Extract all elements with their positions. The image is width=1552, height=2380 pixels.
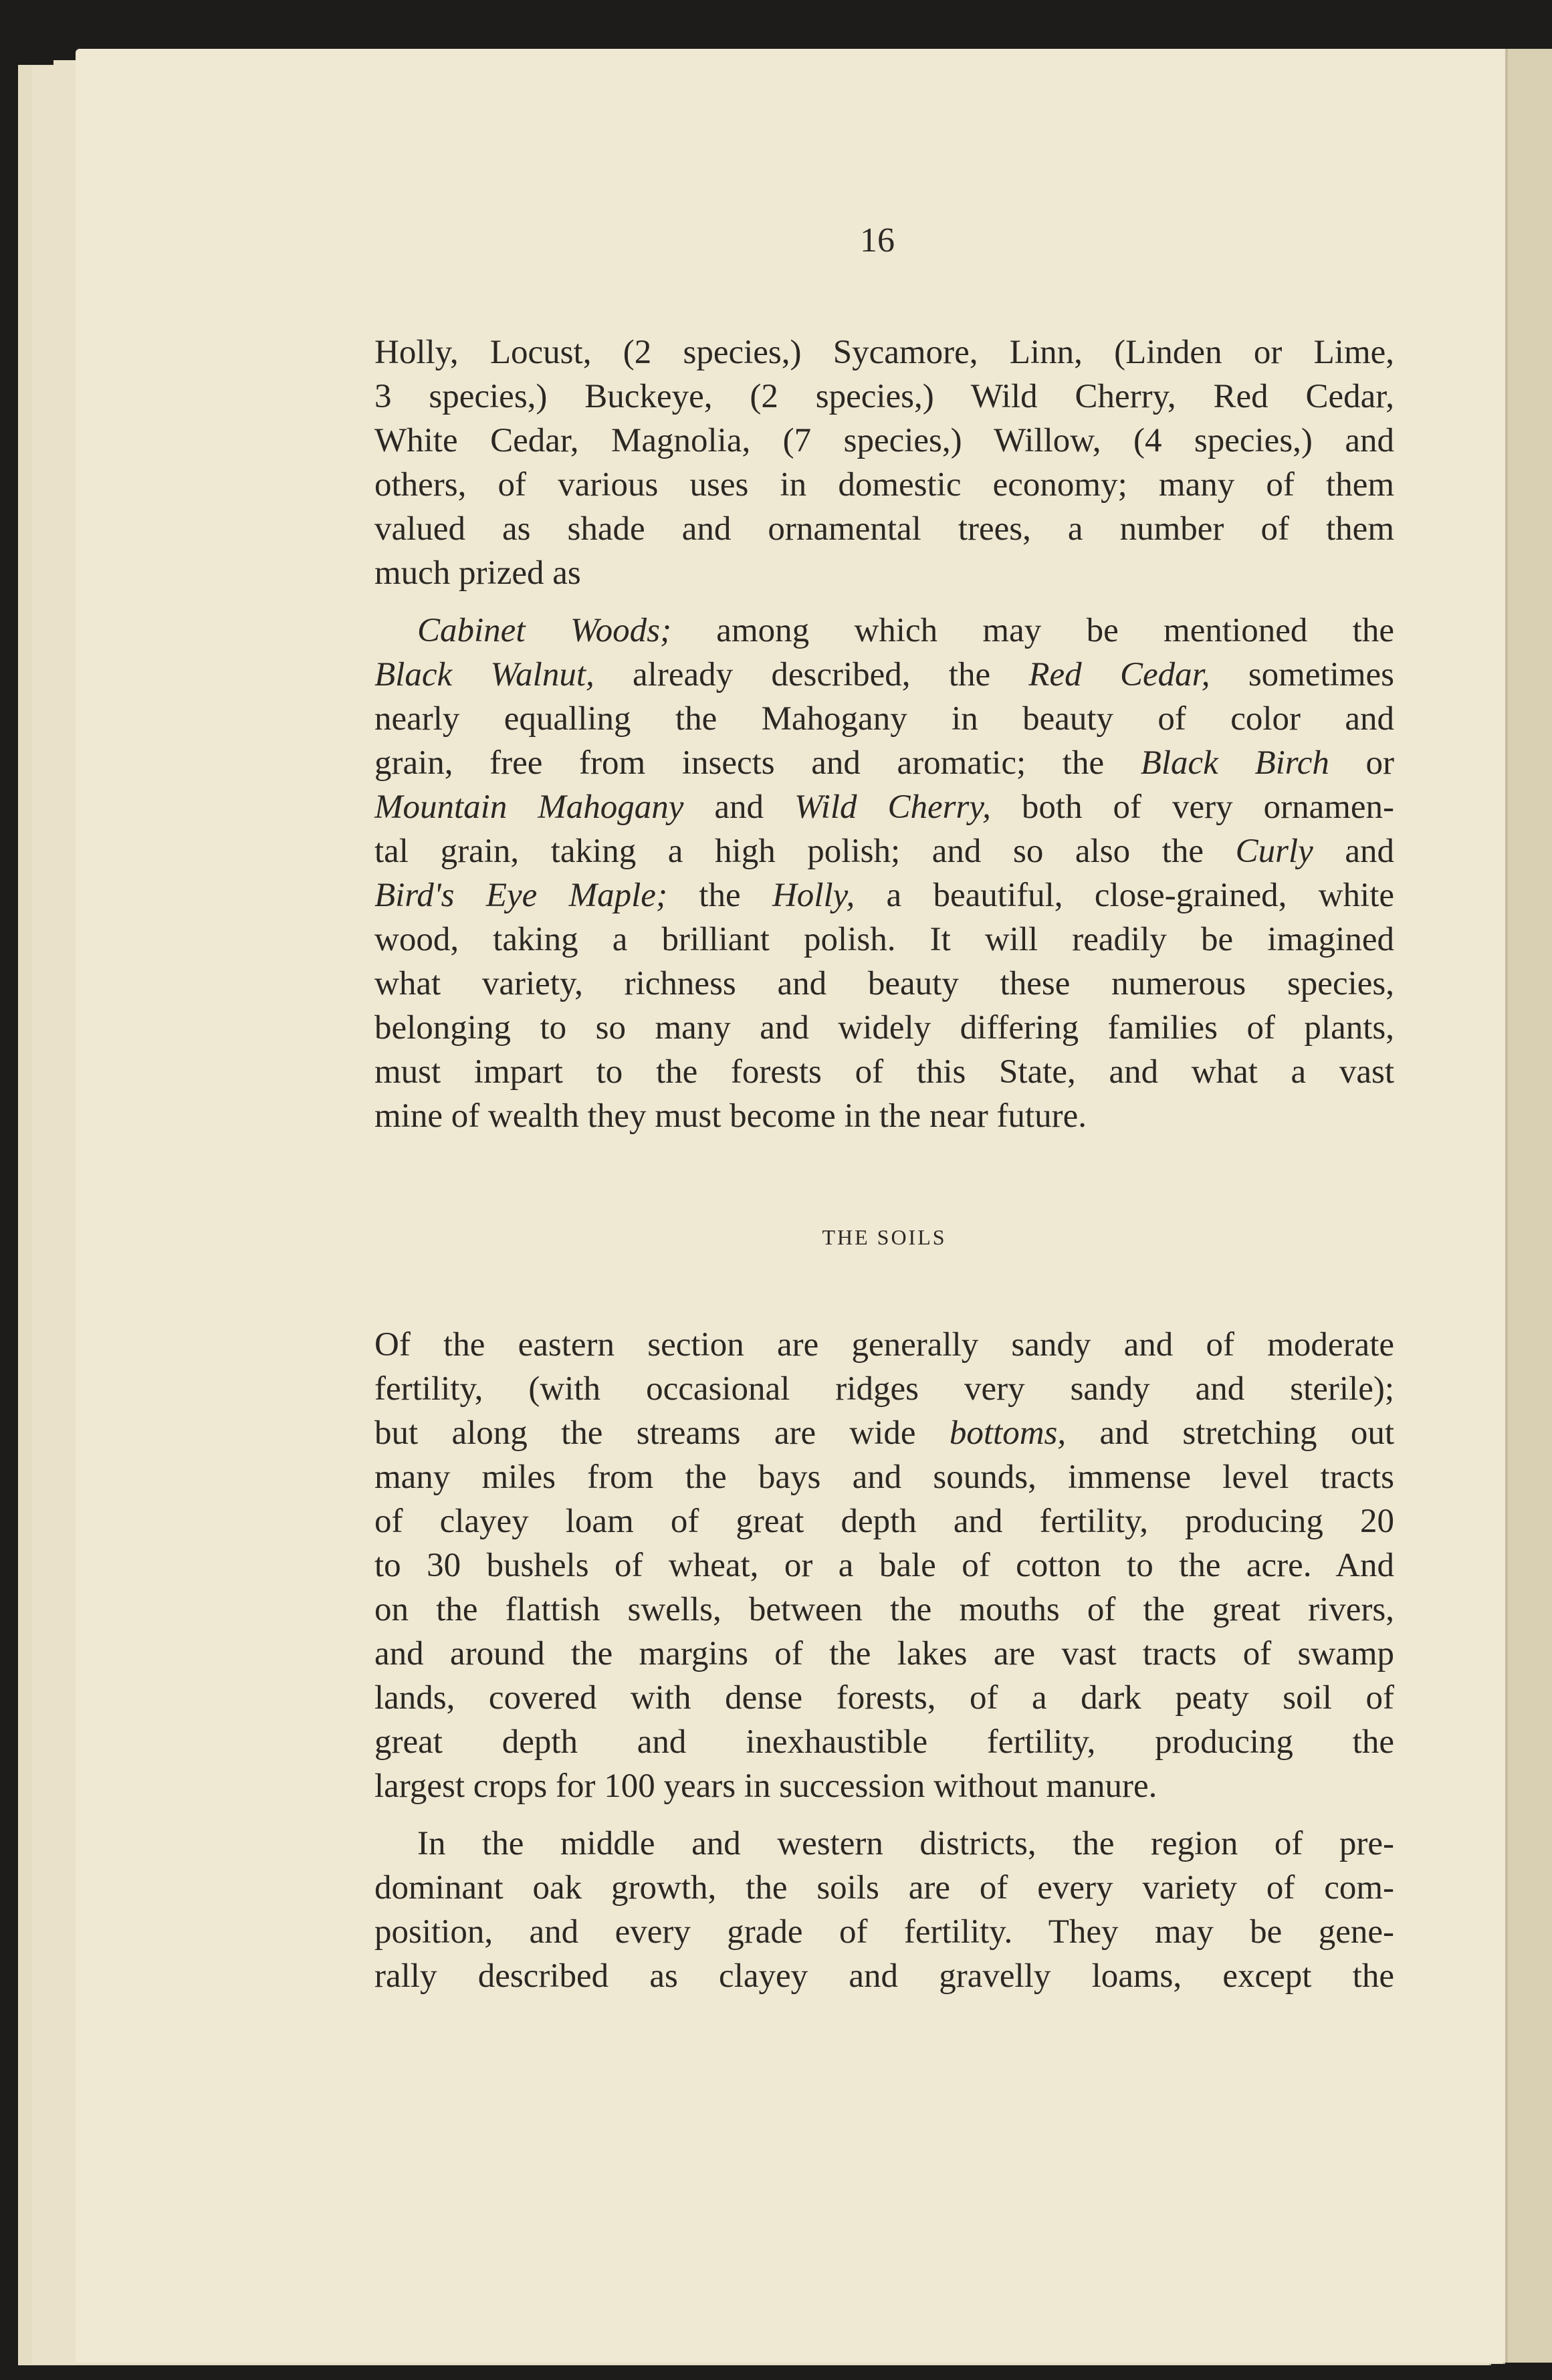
text-line <box>374 374 1394 419</box>
text-line <box>374 1632 1394 1676</box>
text-segment: many miles from the bays and sounds, immense level tracts <box>374 1458 1394 1496</box>
text-line <box>374 1588 1394 1632</box>
italic-text: Black Birch <box>1140 744 1329 782</box>
text-line <box>374 1499 1394 1543</box>
text-segment: the <box>667 877 772 914</box>
section-heading: THE SOILS <box>822 1225 947 1249</box>
text-line <box>374 1910 1394 1954</box>
text-line <box>374 1455 1394 1499</box>
text-line <box>374 1866 1394 1910</box>
text-line <box>374 1323 1394 1367</box>
text-line <box>374 917 1394 962</box>
text-segment: tal grain, taking a high polish; and so also the <box>374 833 1236 870</box>
text-segment: a beautiful, close-grained, white <box>855 877 1395 914</box>
text-line <box>374 653 1394 697</box>
text-segment: nearly equalling the Mahogany in beauty of color and <box>374 700 1394 738</box>
text-line <box>374 785 1394 829</box>
text-segment: and <box>1313 833 1395 870</box>
text-segment: largest crops for 100 years in succession without manure. <box>374 1767 1157 1805</box>
text-segment: to 30 bushels of wheat, or a bale of cotton to the acre. And <box>374 1547 1394 1584</box>
text-segment: great depth and inexhaustible fertility, producing the <box>374 1723 1394 1761</box>
text-segment: lands, covered with dense forests, of a dark peaty soil of <box>374 1679 1394 1717</box>
paragraph <box>374 609 1394 1138</box>
text-segment: 3 species,) Buckeye, (2 species,) Wild Cherry, Red Cedar, <box>374 378 1394 415</box>
text-segment: In the middle and western districts, the region of pre- <box>417 1825 1394 1862</box>
text-segment: or <box>1329 744 1394 782</box>
text-segment: Of the eastern section are generally sandy and of moderate <box>374 1326 1394 1364</box>
italic-text: Curly <box>1235 833 1313 870</box>
text-segment: but along the streams are wide <box>374 1414 950 1452</box>
text-segment: both of very ornamen- <box>990 788 1394 826</box>
text-line <box>374 507 1394 551</box>
text-line <box>374 829 1394 873</box>
text-segment: among which may be mentioned the <box>671 612 1394 649</box>
text-segment: fertility, (with occasional ridges very sandy and sterile); <box>374 1370 1394 1408</box>
text-line <box>374 419 1394 463</box>
italic-text: Mountain Mahogany <box>374 788 684 826</box>
text-segment: on the flattish swells, between the mouths of the great rivers, <box>374 1591 1394 1628</box>
text-line <box>374 1822 1394 1866</box>
italic-text: Bird's Eye Maple; <box>374 877 667 914</box>
text-line <box>374 1676 1394 1720</box>
text-segment: sometimes <box>1210 656 1394 693</box>
text-line <box>374 551 1394 595</box>
text-line <box>374 962 1394 1006</box>
text-line <box>374 1367 1394 1411</box>
italic-text: Wild Cherry, <box>794 788 991 826</box>
text-segment: position, and every grade of fertility. They may be gene- <box>374 1913 1394 1951</box>
text-segment: others, of various uses in domestic economy; many of them <box>374 466 1394 504</box>
facing-page-edge <box>1505 49 1552 2363</box>
text-segment: must impart to the forests of this State, and what a vast <box>374 1053 1394 1091</box>
italic-text: Red Cedar, <box>1028 656 1210 693</box>
paragraph <box>374 330 1394 595</box>
paragraphs-before-heading <box>374 330 1394 1138</box>
text-segment: and stretching out <box>1066 1414 1395 1452</box>
text-line <box>374 873 1394 917</box>
text-line <box>374 609 1394 653</box>
italic-text: Cabinet Woods; <box>417 612 671 649</box>
body-text <box>374 330 1394 2012</box>
text-line <box>374 1543 1394 1588</box>
text-segment: belonging to so many and widely differing families of plants, <box>374 1009 1394 1047</box>
text-line <box>374 1411 1394 1455</box>
text-segment: wood, taking a brilliant polish. It will readily be imagined <box>374 921 1394 958</box>
text-line <box>374 1764 1394 1808</box>
italic-text: Holly, <box>772 877 855 914</box>
text-line <box>374 697 1394 741</box>
text-line <box>374 463 1394 507</box>
text-segment: dominant oak growth, the soils are of every variety of com- <box>374 1869 1394 1907</box>
text-segment: valued as shade and ornamental trees, a number of them <box>374 510 1394 548</box>
italic-text: bottoms, <box>949 1414 1067 1452</box>
text-line <box>374 330 1394 374</box>
text-segment: rally described as clayey and gravelly loams, except the <box>374 1957 1394 1995</box>
text-line <box>374 741 1394 785</box>
text-segment: of clayey loam of great depth and fertility, producing 20 <box>374 1503 1394 1540</box>
text-segment: White Cedar, Magnolia, (7 species,) Willow, (4 species,) and <box>374 422 1394 459</box>
text-line <box>374 1006 1394 1050</box>
text-line <box>374 1050 1394 1094</box>
text-segment: mine of wealth they must become in the near future. <box>374 1097 1087 1135</box>
text-segment: and <box>683 788 795 826</box>
text-line <box>374 1720 1394 1764</box>
paragraphs-after-heading <box>374 1323 1394 1998</box>
text-segment: already described, the <box>594 656 1029 693</box>
italic-text: Black Walnut, <box>374 656 594 693</box>
text-segment: much prized as <box>374 554 581 592</box>
page-number: 16 <box>860 221 895 259</box>
text-line <box>374 1954 1394 1998</box>
paragraph <box>374 1323 1394 1808</box>
text-segment: and around the margins of the lakes are vast tracts of swamp <box>374 1635 1394 1672</box>
text-segment: Holly, Locust, (2 species,) Sycamore, Linn, (Linden or Lime, <box>374 334 1394 371</box>
paragraph <box>374 1822 1394 1998</box>
text-segment: what variety, richness and beauty these numerous species, <box>374 965 1394 1002</box>
text-line <box>374 1094 1394 1138</box>
text-segment: grain, free from insects and aromatic; the <box>374 744 1141 782</box>
